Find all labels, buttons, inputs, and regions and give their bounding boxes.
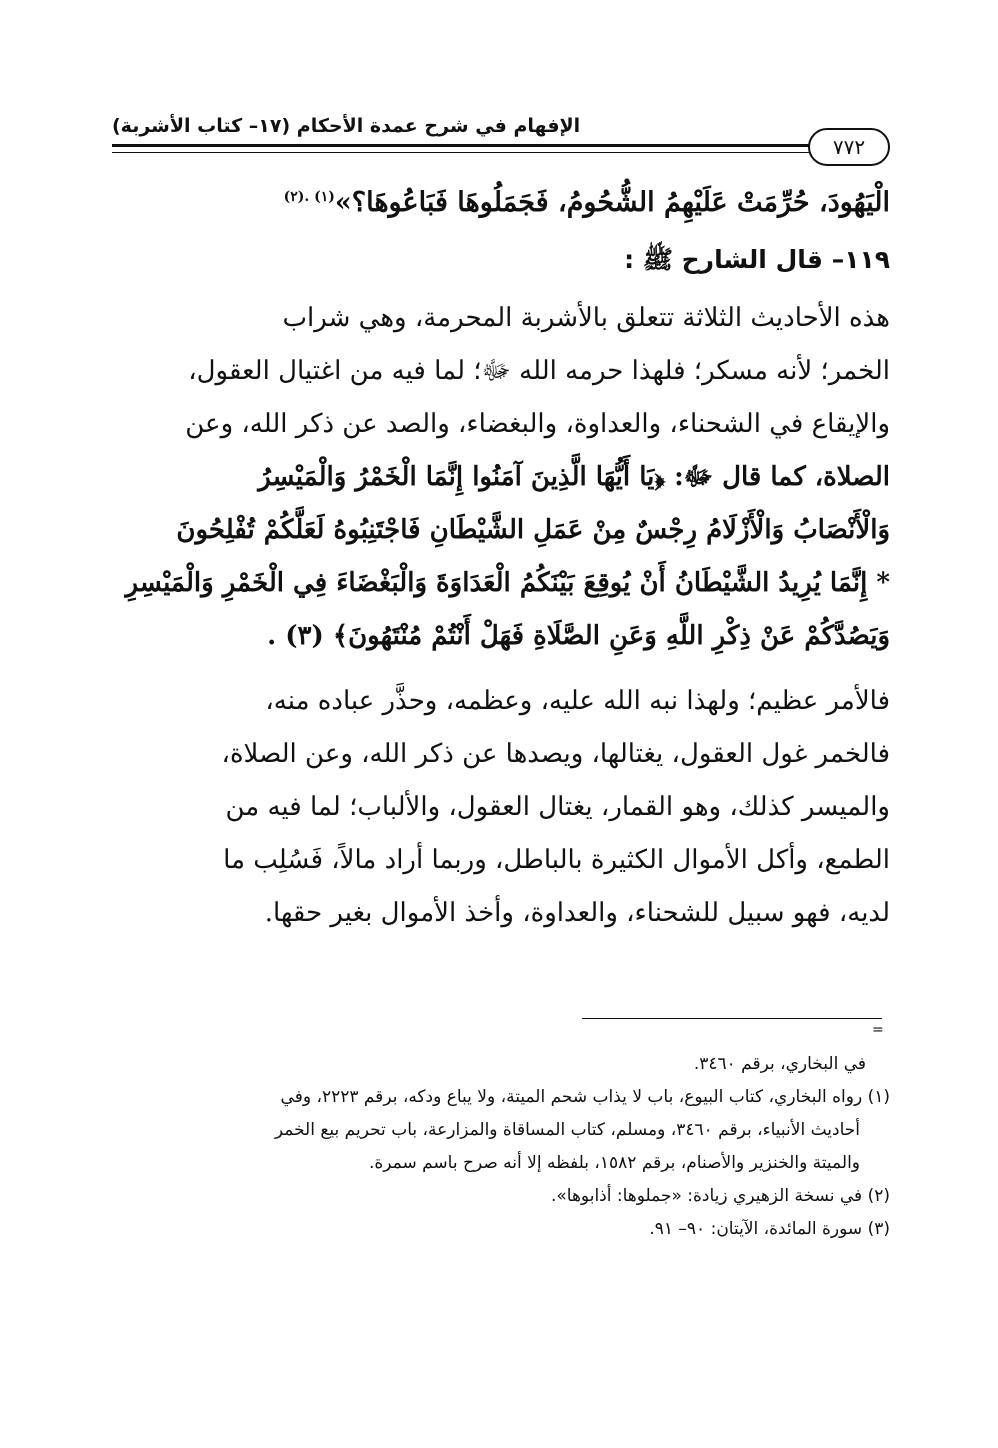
paragraph-line: والميسر كذلك، وهو القمار، يغتال العقول، والألباب؛ لما فيه من — [225, 792, 890, 822]
footnote-continuation-mark: = — [872, 1022, 884, 1038]
hadith-ending-line — [110, 178, 890, 228]
header-rule-thin — [112, 152, 812, 153]
footnote-line: أحاديث الأنبياء، برقم ٣٤٦٠، ومسلم، كتاب المساقاة والمزارعة، باب تحريم بيع الخمر — [274, 1120, 860, 1140]
quran-verse-line: الصلاة، كما قال ﷻ: ﴿يَا أَيُّهَا الَّذِينَ آمَنُوا إِنَّمَا الْخَمْرُ وَالْمَيْسِرُ — [258, 462, 890, 492]
paragraph-line: فالأمر عظيم؛ ولهذا نبه الله عليه، وعظمه، وحذَّر عباده منه، — [265, 686, 890, 716]
paragraph-line: فالخمر غول العقول، يغتالها، ويصدها عن ذكر الله، وعن الصلاة، — [221, 739, 890, 769]
paragraph-line: الطمع، وأكل الأموال الكثيرة بالباطل، وربما أراد مالاً، فَسُلِب ما — [223, 845, 890, 875]
footnotes — [110, 1048, 890, 1246]
page-number-badge: ٧٧٢ — [808, 128, 890, 166]
footnote-3: (٣) سورة المائدة، الآيتان: ٩٠– ٩١. — [649, 1219, 890, 1239]
footnote-separator — [582, 1018, 882, 1019]
footnote-line: والميتة والخنزير والأصنام، برقم ١٥٨٢، بلفظه إلا أنه صرح باسم سمرة. — [368, 1153, 860, 1173]
paragraph-explanation — [110, 675, 890, 940]
running-header-title: الإفهام في شرح عمدة الأحكام (١٧– كتاب الأشربة) — [112, 115, 581, 137]
paragraph-line: الخمر؛ لأنه مسكر؛ فلهذا حرمه الله ﷻ؛ لما فيه من اغتيال العقول، — [188, 356, 890, 386]
running-header — [112, 112, 890, 162]
section-heading: ١١٩– قال الشارح ﷺ : — [624, 245, 890, 274]
quran-verse-line: وَيَصُدَّكُمْ عَنْ ذِكْرِ اللَّهِ وَعَنِ الصَّلَاةِ فَهَلْ أَنْتُمْ مُنْتَهُونَ﴾ (٣) . — [267, 621, 890, 651]
header-rule-thick — [112, 144, 812, 147]
footnote-line: (١) رواه البخاري، كتاب البيوع، باب لا يذاب شحم الميتة، ولا يباع ودكه، برقم ٢٢٢٣، وفي — [280, 1087, 890, 1107]
paragraph-commentary — [110, 292, 890, 663]
footnote-markers: (١) .(٢) — [283, 189, 335, 205]
quran-verse-line: وَالْأَنْصَابُ وَالْأَزْلَامُ رِجْسٌ مِنْ عَمَلِ الشَّيْطَانِ فَاجْتَنِبُوهُ لَعَلَّكُمْ تُفْلِحُونَ — [176, 515, 890, 545]
paragraph-line: والإيقاع في الشحناء، والعداوة، والبغضاء، والصد عن ذكر الله، وعن — [185, 409, 890, 439]
paragraph-line: لديه، فهو سبيل للشحناء، والعداوة، وأخذ الأموال بغير حقها. — [264, 898, 890, 928]
paragraph-spacer — [110, 663, 890, 675]
footnote-2: (٢) في نسخة الزهيري زيادة: «جملوها: أذابوها». — [550, 1186, 890, 1206]
footnote-continuation: في البخاري، برقم ٣٤٦٠. — [693, 1054, 866, 1074]
paragraph-line: هذه الأحاديث الثلاثة تتعلق بالأشربة المحرمة، وهي شراب — [282, 303, 890, 333]
main-text — [110, 178, 890, 940]
quran-verse-line: * إِنَّمَا يُرِيدُ الشَّيْطَانُ أَنْ يُوقِعَ بَيْنَكُمُ الْعَدَاوَةَ وَالْبَغْضَاءَ فِي الْخَمْرِ وَالْمَيْسِرِ — [125, 568, 890, 598]
footnote-1 — [110, 1081, 890, 1180]
hadith-text: الْيَهُودَ، حُرِّمَتْ عَلَيْهِمُ الشُّحُومُ، فَجَمَلُوهَا فَبَاعُوهَا؟» — [334, 187, 890, 218]
